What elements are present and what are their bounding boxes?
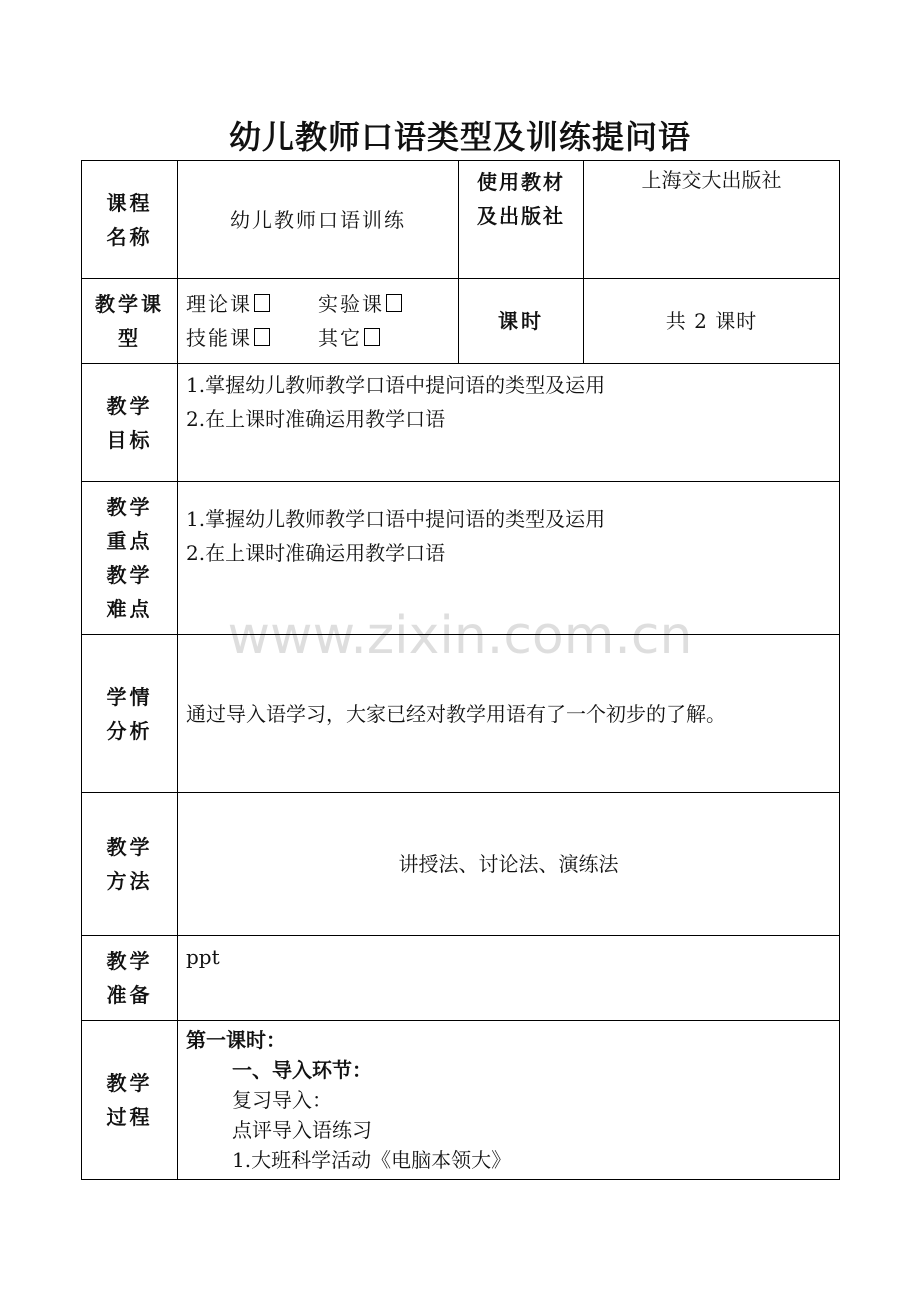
- row-process: [82, 1021, 840, 1180]
- textbook-value: 上海交大出版社: [584, 161, 840, 279]
- lesson-plan-table: [81, 160, 840, 1180]
- label-class-type-line2: 型: [118, 326, 141, 350]
- other-checkbox[interactable]: [364, 328, 380, 346]
- option-experiment-label: 实验课: [318, 292, 384, 316]
- option-skill-label: 技能课: [186, 326, 252, 350]
- watermark: www.zixin.com.cn: [227, 606, 693, 666]
- key-points-content: [178, 482, 840, 635]
- label-textbook-line1: 使用教材: [477, 170, 565, 194]
- methods-content: 讲授法、讨论法、演练法: [178, 793, 840, 936]
- row-course: [82, 161, 840, 279]
- course-name-value: 幼儿教师口语训练: [178, 161, 459, 279]
- theory-checkbox[interactable]: [254, 294, 270, 312]
- label-course-name-line1: 课程: [106, 190, 153, 215]
- label-key-points-line1: 教学: [106, 495, 153, 519]
- skill-checkbox[interactable]: [254, 328, 270, 346]
- experiment-checkbox[interactable]: [386, 294, 402, 312]
- row-goals: [82, 364, 840, 482]
- label-analysis-line1: 学情: [106, 684, 153, 709]
- label-prep-line2: 准备: [106, 983, 153, 1007]
- process-line: 第一课时：: [186, 1028, 286, 1052]
- label-hours: 课时: [459, 279, 584, 364]
- goal-item: 1.掌握幼儿教师教学口语中提问语的类型及运用: [186, 373, 606, 397]
- option-other-label: 其它: [318, 326, 362, 350]
- label-textbook-line2: 及出版社: [477, 204, 565, 228]
- document-title: 幼儿教师口语类型及训练提问语: [228, 118, 691, 156]
- goal-item: 2.在上课时准确运用教学口语: [186, 407, 446, 431]
- process-line: 1.大班科学活动《电脑本领大》: [232, 1148, 512, 1172]
- process-content: [178, 1021, 840, 1180]
- row-methods: [82, 793, 840, 936]
- option-skill[interactable]: [186, 321, 318, 355]
- option-theory-label: 理论课: [186, 292, 252, 316]
- option-experiment[interactable]: [318, 287, 450, 321]
- key-point-item: 1.掌握幼儿教师教学口语中提问语的类型及运用: [186, 507, 606, 531]
- label-prep: [82, 936, 178, 1021]
- label-key-points: [82, 482, 178, 635]
- label-methods-line1: 教学: [106, 835, 153, 859]
- label-course-name-line2: 名称: [106, 224, 153, 249]
- label-methods: [82, 793, 178, 936]
- process-line: 点评导入语练习: [232, 1118, 372, 1142]
- key-point-item: 2.在上课时准确运用教学口语: [186, 541, 446, 565]
- row-prep: [82, 936, 840, 1021]
- label-methods-line2: 方法: [106, 869, 153, 893]
- row-analysis: [82, 635, 840, 793]
- option-theory[interactable]: [186, 287, 318, 321]
- label-course-name: [82, 161, 178, 279]
- process-line: 一、导入环节：: [232, 1058, 372, 1082]
- goals-content: [178, 364, 840, 482]
- label-process-line1: 教学: [106, 1071, 153, 1095]
- class-type-options: [178, 279, 459, 364]
- label-textbook: [459, 161, 584, 279]
- hours-value: 共 2 课时: [584, 279, 840, 364]
- label-analysis-line2: 分析: [106, 718, 153, 743]
- label-key-points-line4: 难点: [106, 597, 153, 621]
- row-key-points: [82, 482, 840, 635]
- label-class-type: [82, 279, 178, 364]
- label-key-points-line2: 重点: [106, 529, 153, 553]
- label-process-line2: 过程: [106, 1105, 153, 1129]
- row-class-type: [82, 279, 840, 364]
- label-process: [82, 1021, 178, 1180]
- label-prep-line1: 教学: [106, 949, 153, 973]
- analysis-content: 通过导入语学习，大家已经对教学用语有了一个初步的了解。: [178, 635, 840, 793]
- option-other[interactable]: [318, 321, 450, 355]
- process-line: 复习导入：: [232, 1088, 332, 1112]
- label-goals: [82, 364, 178, 482]
- label-key-points-line3: 教学: [106, 563, 153, 587]
- label-goals-line2: 目标: [106, 427, 153, 452]
- label-goals-line1: 教学: [106, 393, 153, 418]
- label-class-type-line1: 教学课: [95, 292, 164, 316]
- label-analysis: [82, 635, 178, 793]
- prep-content: ppt: [178, 936, 840, 1021]
